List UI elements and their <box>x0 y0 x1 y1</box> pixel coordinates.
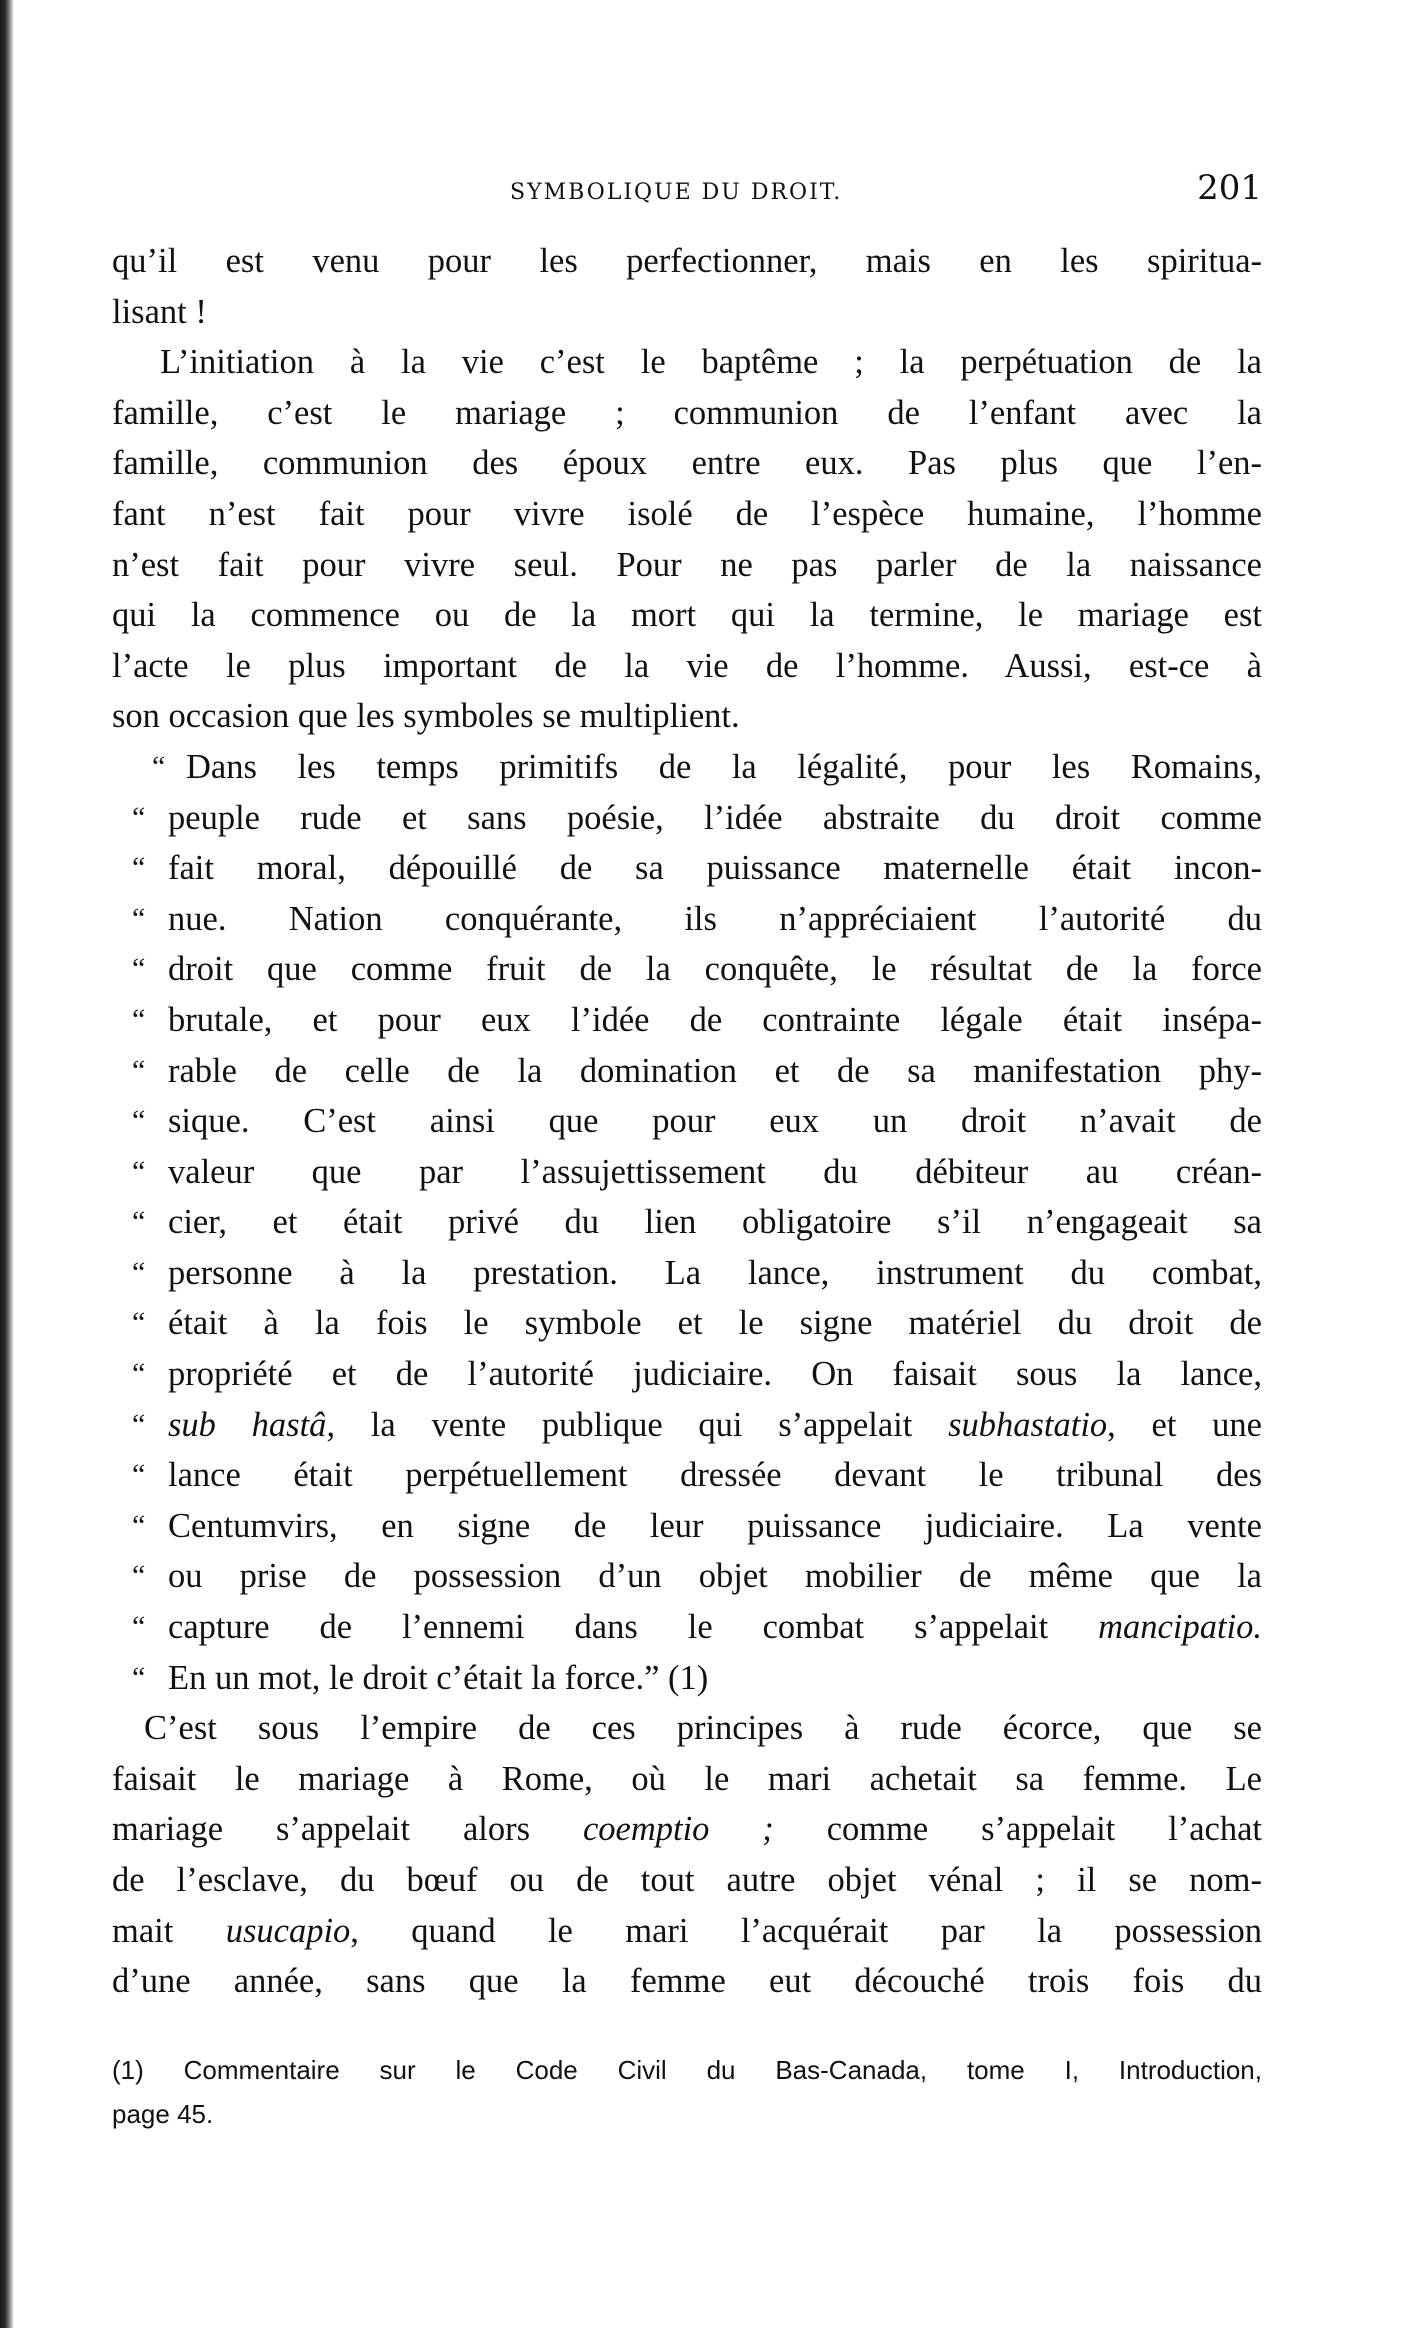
quote-mark: “ <box>132 1053 146 1087</box>
quote-mark: “ <box>132 1205 146 1239</box>
latin-term: mancipatio. <box>1098 1608 1262 1647</box>
text-line: d’une année, sans que la femme eut découché trois fois du <box>112 1962 1262 2001</box>
quote-line: “ cier, et était privé du lien obligatoire s’il n’engageait sa <box>112 1197 1262 1248</box>
text-line: qu’il est venu pour les perfectionner, mais en les spiritua- <box>112 242 1262 280</box>
quote-mark: “ <box>132 952 146 986</box>
text-line: famille, c’est le mariage ; communion de l’enfant avec la <box>112 393 1262 432</box>
quote-mark: “ <box>132 1154 146 1188</box>
text-line: mariage s’appelait alors coemptio ; comme s’appelait l’achat <box>112 1810 1262 1849</box>
text-line: de l’esclave, du bœuf ou de tout autre objet vénal ; il se nom- <box>112 1861 1262 1899</box>
quote-line: “ En un mot, le droit c’était la force.” (1) <box>112 1653 1262 1704</box>
quote-mark: “ <box>132 1255 146 1289</box>
quote-mark: “ <box>132 800 146 834</box>
quote-mark: “ <box>132 1458 146 1492</box>
quote-line: “ brutale, et pour eux l’idée de contrainte légale était insépa- <box>112 995 1262 1046</box>
quote-mark: “ <box>132 1357 146 1391</box>
quote-line: “ était à la fois le symbole et le signe matériel du droit de <box>112 1298 1262 1349</box>
quote-mark: “ <box>132 1508 146 1542</box>
quote-mark: “ <box>132 851 146 885</box>
quote-line: “ lance était perpétuellement dressée devant le tribunal des <box>112 1450 1262 1501</box>
text-line: fant n’est fait pour vivre isolé de l’espèce humaine, l’homme <box>112 494 1262 533</box>
latin-term: usucapio <box>225 1911 351 1950</box>
page-header <box>112 168 1262 216</box>
quote-mark: “ <box>132 1559 146 1593</box>
quote-mark: “ <box>132 1407 146 1441</box>
text-line: faisait le mariage à Rome, où le mari achetait sa femme. Le <box>112 1759 1262 1798</box>
quote-line: “ droit que comme fruit de la conquête, le résultat de la force <box>112 944 1262 995</box>
quote-line: “ Centumvirs, en signe de leur puissance judiciaire. La vente <box>112 1501 1262 1552</box>
text-line: mait usucapio, quand le mari l’acquérait par la possession <box>112 1911 1262 1950</box>
quote-line: “ fait moral, dépouillé de sa puissance maternelle était incon- <box>112 843 1262 894</box>
quote-line: “ sique. C’est ainsi que pour eux un droit n’avait de <box>112 1096 1262 1147</box>
quote-line: “ rable de celle de la domination et de sa manifestation phy- <box>112 1046 1262 1097</box>
quote-line: “ nue. Nation conquérante, ils n’appréciaient l’autorité du <box>112 894 1262 945</box>
latin-term: coemptio ; <box>582 1810 774 1849</box>
footnote-line: page 45. <box>112 2099 214 2129</box>
body-text <box>112 236 1262 2007</box>
quote-line: “ ou prise de possession d’un objet mobilier de même que la <box>112 1551 1262 1602</box>
quote-mark: “ <box>132 901 146 935</box>
running-title: SYMBOLIQUE DU DROIT. <box>510 180 843 205</box>
quote-mark: “ <box>132 1660 146 1694</box>
book-spine-edge <box>0 0 14 2328</box>
quote-mark: “ <box>152 749 166 783</box>
quote-line: “ peuple rude et sans poésie, l’idée abstraite du droit comme <box>112 793 1262 844</box>
quote-line: “ valeur que par l’assujettissement du débiteur au créan- <box>112 1147 1262 1198</box>
quote-line: “ Dans les temps primitifs de la légalité, pour les Romains, <box>112 742 1262 793</box>
quote-mark: “ <box>132 1104 146 1138</box>
text-line: l’acte le plus important de la vie de l’homme. Aussi, est-ce à <box>112 646 1262 685</box>
footnote-line: (1) Commentaire sur le Code Civil du Bas-Canada, tome I, Introduction, <box>112 2055 1262 2085</box>
quote-mark: “ <box>132 1002 146 1036</box>
text-line: son occasion que les symboles se multiplient. <box>112 697 740 736</box>
quote-mark: “ <box>132 1610 146 1644</box>
text-line: famille, communion des époux entre eux. Pas plus que l’en- <box>112 444 1262 483</box>
latin-term: sub hastâ <box>168 1405 327 1444</box>
text-line: lisant ! <box>112 292 207 331</box>
quote-line: “ sub hastâ, la vente publique qui s’appelait subhastatio, et une <box>112 1400 1262 1451</box>
text-line: C’est sous l’empire de ces principes à rude écorce, que se <box>144 1709 1262 1748</box>
footnote <box>112 2048 1262 2136</box>
quote-mark: “ <box>132 1306 146 1340</box>
text-line: L’initiation à la vie c’est le baptême ; la perpétuation de la <box>160 343 1262 382</box>
quote-line: “ capture de l’ennemi dans le combat s’appelait mancipatio. <box>112 1602 1262 1653</box>
block-quote <box>112 742 1262 1703</box>
text-line: qui la commence ou de la mort qui la termine, le mariage est <box>112 596 1262 635</box>
page-number: 201 <box>1197 168 1262 208</box>
text-line: n’est fait pour vivre seul. Pour ne pas parler de la naissance <box>112 545 1262 584</box>
quote-line: “ personne à la prestation. La lance, instrument du combat, <box>112 1248 1262 1299</box>
latin-term: subhastatio <box>948 1405 1108 1444</box>
quote-line: “ propriété et de l’autorité judiciaire. On faisait sous la lance, <box>112 1349 1262 1400</box>
